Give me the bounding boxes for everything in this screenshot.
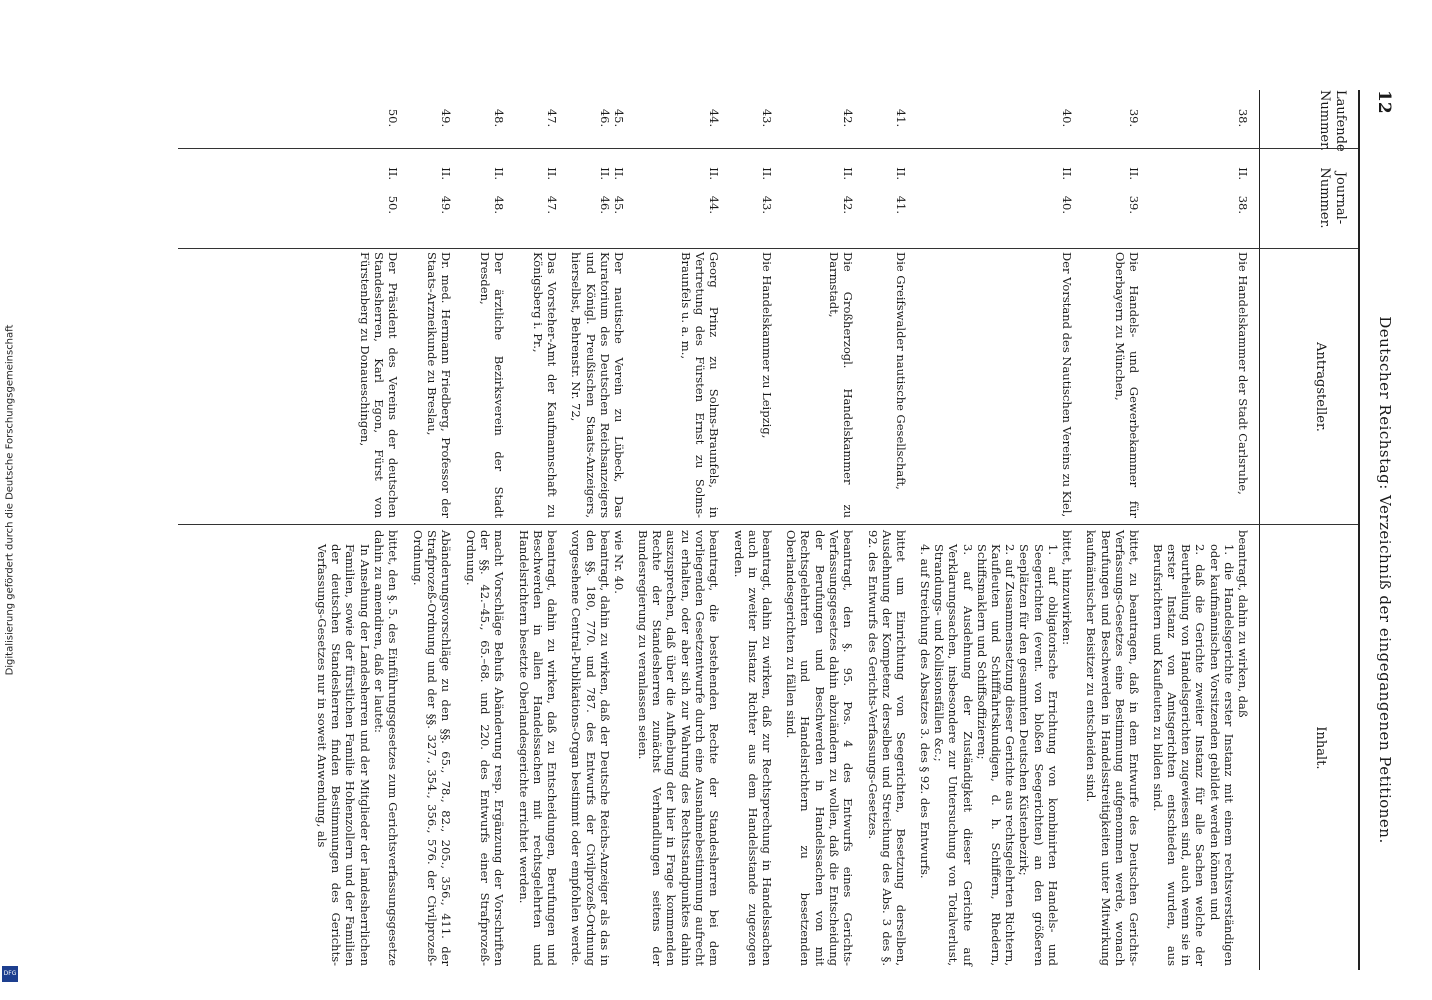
journal-series: II. (1127, 167, 1141, 180)
journal-series: II. (1236, 167, 1250, 180)
journal-num: 44. (707, 195, 721, 214)
petition-content (1084, 530, 1141, 966)
row-number: 42. (841, 108, 855, 128)
petitioner: Der nautische Verein zu Lübeck, Das Kuratorium des Deutschen Reichsanzeigers und Königl. Preußischen Staats-Anzeigers, hierselbst, Behrenstr. Nr. 72, (569, 252, 626, 518)
content-paragraph: 2. daß die Gerichte zweiter Instanz für alle Sachen welche der Beurtheilung von Handelsgerichten zugewiesen sind, auch wenn sie in erster Instanz von Amtsgerichten entschieden wurden, aus Berufsrichtern und Kaufleuten zu bilden sind. (1150, 544, 1208, 966)
petition-content (918, 530, 1074, 966)
petitioner: Die Großherzogl. Handelskammer zu Darmstadt, (826, 252, 855, 518)
row-number: 39. (1127, 108, 1141, 128)
row-number: 50. (386, 108, 400, 128)
petitioner: Der Vorstand des Nautischen Vereins zu Kiel, (1060, 252, 1074, 518)
petitions-table (178, 90, 1360, 970)
journal-series: II. (386, 167, 400, 180)
journal-num: 45. 46. (597, 195, 626, 214)
journal-series: II. (760, 167, 774, 180)
column-rule (178, 524, 1358, 525)
row-number: 47. (545, 108, 559, 128)
journal-num: 40. (1060, 195, 1074, 214)
content-paragraph: 3. auf Ausdehnung der Zuständigkeit dieser Gerichte auf Verklarungssachen, insbesondere zur Untersuchung von Totalverlust, Strandungs- und Kollisionsfällen &c.; (932, 544, 975, 966)
journal-num: 43. (760, 195, 774, 214)
petitioner: Das Vorsteher-Amt der Kaufmannschaft zu Königsberg i. Pr., (530, 252, 559, 518)
petitioner: Die Greifswalder nautische Gesellschaft, (894, 252, 908, 490)
content-paragraph: beantragt, die bestehenden Rechte der Standesherren bei dem vorliegenden Gesetzentwurfe durch eine Ausnahmebestimmung aufrecht zu erhalten, oder aber sich zur Wahrung des Rechtsstandpunktes dahin auszusprechen, daß über die Aufhebung der hier in Frage kommenden Rechte der Standesherren zunächst Verhandlungen seitens der Bundesregierung zu veranlassen seien. (635, 530, 721, 966)
journal-series: II. (1060, 167, 1074, 180)
journal-number (439, 152, 453, 244)
journal-number (1236, 152, 1250, 244)
row-number: 48. (492, 108, 506, 128)
petition-content (410, 530, 453, 966)
petition-content (315, 530, 400, 966)
petition-content (731, 530, 774, 966)
content-paragraph: Abänderungsvorschläge zu den §§. 65., 78., 82., 205., 356., 411. der Strafprozeß-Ordnung und der §§. 327., 354., 356., 576. der Civilprozeß-Ordnung. (410, 530, 453, 966)
content-paragraph: 2. auf Zusammensetzung dieser Gerichte aus rechtsgelehrten Richtern, Kaufleuten und Schifffahrtskundigen, d. h. Schiffern, Rhedern, Schiffsmaklern und Schiffsoffizieren; (974, 544, 1018, 966)
row-number: 44. (707, 108, 721, 128)
content-paragraph: bittet, den §. 5. des Einführungsgesetzes zum Gerichtsverfassungsgesetze dahin zu amendiren, daß er lautet: (371, 530, 400, 966)
content-paragraph: In Ansehung der Landesherren und der Mitglieder der landesherrlichen Familien, sowie der fürstlichen Familie Hohenzollern und der Familien der deutschen Standesherren finden Bestimmungen des Gerichts-Verfassungs-Gesetzes nur in soweit Anwendung, als (314, 544, 372, 966)
petitioner: Dr. med. Hermann Friedberg, Professor der Staats-Arzneikunde zu Breslau, (424, 252, 453, 518)
digitization-footer (0, 0, 20, 1000)
document-page (180, 80, 1400, 980)
header-lfd: Laufende Nummer. (1317, 90, 1348, 152)
petitioner: Georg Prinz zu Solms-Braunfels, in Vertretung des Fürsten Ernst zu Solms-Braunfels u. a. m., (678, 252, 721, 518)
petitioner: Die Handelskammer der Stadt Carlsruhe, (1236, 252, 1250, 495)
journal-num: 47. (545, 195, 559, 214)
journal-num: 41. (894, 195, 908, 214)
journal-series: II. (492, 167, 506, 180)
content-paragraph: beantragt, dahin zu wirken, daß zur Rechtsprechung in Handelssachen auch in zweiter Instanz Richter aus dem Handelsstande zugezogen werden. (731, 530, 774, 966)
column-rule (178, 148, 1358, 149)
journal-number (598, 152, 626, 244)
journal-number (545, 152, 559, 244)
dfg-logo: DFG (2, 966, 18, 982)
journal-num: 49. (439, 195, 453, 214)
journal-series: II. (841, 167, 855, 180)
content-paragraph: bittet um Einrichtung von Seegerichten, Besetzung derselben, Ausdehnung der Kompetenz derselben und Streichung des Abs. 3 des §. 92. des Entwurfs des Gerichts-Verfassungs-Gesetzes. (865, 530, 908, 966)
content-paragraph: beantragt, dahin zu wirken, daß (1236, 530, 1250, 718)
petition-content (784, 530, 855, 966)
header-journal: Journal-Nummer. (1317, 167, 1348, 229)
journal-number (707, 152, 721, 244)
content-paragraph: beantragt, den §. 95. Pos. 4 des Entwurfs eines Gerichts-Verfassungsgesetzes dahin abzuändern zu wollen, daß die Entscheidung der Berufungen und Beschwerden in Handelssachen von mit Rechtsgelehrten und Handelsrichtern zu besetzenden Oberlandesgerichten zu fällen sind. (784, 530, 855, 966)
journal-series: II. (545, 167, 559, 180)
petitioner: Der ärztliche Bezirksverein der Stadt Dresden, (477, 252, 506, 518)
content-paragraph: bittet, zu beantragen, daß in dem Entwurfe des Deutschen Gerichts-Verfassungs-Gesetzes eine Bestimmung aufgenommen werde, wonach Berufungen und Beschwerden in Handelsstreitigkeiten unter Mitwirkung kaufmännischer Beisitzer zu entscheiden sind. (1084, 530, 1141, 966)
journal-num: 38. (1236, 195, 1250, 214)
journal-number (386, 152, 400, 244)
page-number: 12 (1374, 90, 1394, 114)
journal-number (1060, 152, 1074, 244)
content-paragraph: 4. auf Streichung des Absatzes 3. des § 92. des Entwurfs. (917, 544, 932, 879)
petitioner: Die Handels- und Gewerbekammer für Oberbayern zu München, (1112, 252, 1141, 518)
journal-num: 48. (492, 195, 506, 214)
journal-number (841, 152, 855, 244)
journal-number (1127, 152, 1141, 244)
petition-content (1151, 530, 1250, 966)
row-number: 38. (1236, 108, 1250, 128)
digitization-credit: Digitalisierung gefördert durch die Deutsche Forschungsgemeinschaft (4, 324, 16, 676)
petitioner: Der Präsident des Vereins der deutschen Standesherren, Karl Egon, Fürst von Fürstenberg zu Donaueschingen, (357, 252, 400, 518)
content-paragraph: macht Vorschläge Behufs Abänderung resp. Ergänzung der Vorschriften der §§. 42.–45., 65.–68. und 220. des Entwurfs einer Strafprozeß-Ordnung. (463, 530, 506, 966)
journal-number (492, 152, 506, 244)
journal-number (894, 152, 908, 244)
petition-content (516, 530, 559, 966)
petition-content (865, 530, 908, 966)
page-title: Deutscher Reichstag: Verzeichniß der eingegangenen Petitionen. (1376, 316, 1394, 844)
header-inhalt: Inhalt. (1313, 726, 1328, 770)
journal-series: II. (707, 167, 721, 180)
journal-num: 42. (841, 195, 855, 214)
header-rule (1259, 90, 1260, 970)
content-paragraph: beantragt, dahin zu wirken, daß der Deutsche Reichs-Anzeiger als das in den §§. 180, 770. und 787. des Entwurfs der Civilprozeß-Ordnung vorgesehene Central-Publikations-Organ bestimmt oder empfohlen werde. (569, 530, 612, 966)
content-paragraph: wie Nr. 40. (612, 530, 626, 594)
journal-num: 39. (1127, 195, 1141, 214)
journal-number (760, 152, 774, 244)
header-antragsteller: Antragsteller. (1313, 342, 1328, 432)
row-number: 45. 46. (597, 108, 626, 128)
petition-content (636, 530, 721, 966)
content-paragraph: beantragt, dahin zu wirken, daß zu Entscheidungen, Berufungen und Beschwerden in allen Handelssachen mit rechtsgelehrten und Handelsrichtern besetzte Oberlandesgerichte errichtet werden. (516, 530, 559, 966)
journal-series: II. (439, 167, 453, 180)
content-paragraph: 1. die Handelsgerichte erster Instanz mit einem rechtsverständigen oder kaufmännischen Vorsitzenden gebildet werden können und (1207, 544, 1236, 966)
content-paragraph: 1. auf obligatorische Errichtung von kombinirten Handels- und Seegerichten (event. von bloßen Seegerichten) an den größeren Seeplätzen für den gesammten Deutschen Küstenbezirk; (1017, 544, 1060, 966)
journal-num: 50. (386, 195, 400, 214)
column-rule (178, 248, 1358, 249)
row-number: 43. (760, 108, 774, 128)
content-paragraph: bittet, hinzuwirken: (1060, 530, 1074, 646)
row-number: 40. (1060, 108, 1074, 128)
journal-series: II. (894, 167, 908, 180)
petition-content (463, 530, 506, 966)
row-number: 41. (894, 108, 908, 128)
journal-series: II. II. (597, 167, 626, 180)
row-number: 49. (439, 108, 453, 128)
petitioner: Die Handelskammer zu Leipzig, (760, 252, 774, 439)
petition-content (569, 530, 626, 966)
